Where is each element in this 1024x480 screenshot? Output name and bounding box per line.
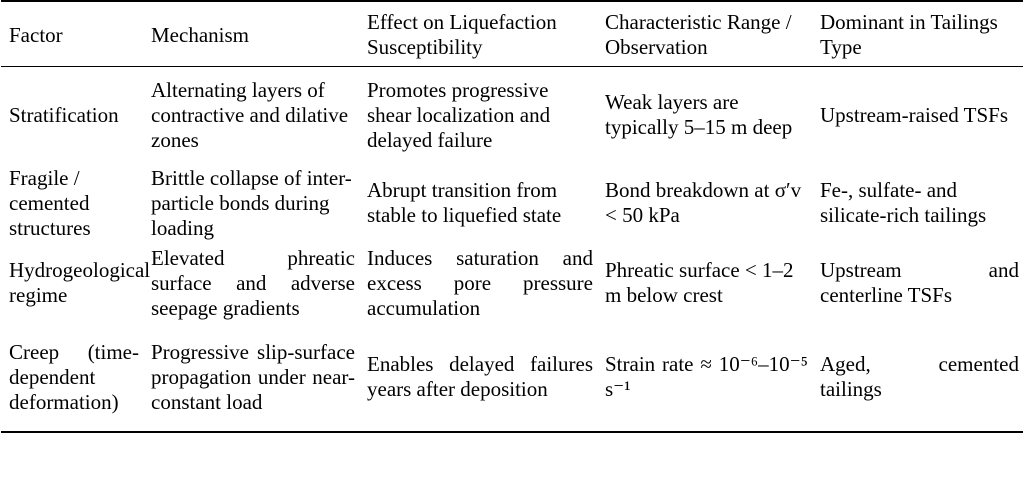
table-body (1, 67, 1023, 433)
cell-range: Phreatic surface < 1–2 m below crest (605, 258, 794, 307)
header-mechanism: Mechanism (151, 22, 249, 47)
cell-effect: Induces saturation and excess pore pressure accumulation (367, 245, 593, 320)
header-effect: Effect on Liquefaction Susceptibility (367, 10, 557, 59)
header-dominant: Dominant in Tailings Type (820, 10, 998, 59)
table-row (1, 67, 1023, 164)
header-range: Characteristic Range / Observation (605, 10, 792, 59)
cell-dominant: Aged, cemented tailings (820, 352, 1019, 401)
cell-factor: Creep (time-dependent deformation) (9, 339, 139, 414)
table-row (1, 243, 1023, 323)
cell-effect: Promotes progressive shear localization and delayed failure (367, 77, 551, 152)
table-header (1, 1, 1023, 67)
liquefaction-factors-table (1, 0, 1023, 433)
header-row (1, 1, 1023, 67)
cell-factor: Stratification (9, 102, 119, 127)
cell-effect: Enables delayed failures years after deposition (367, 352, 593, 401)
cell-mechanism: Elevated phreatic surface and adverse seepage gradients (151, 245, 355, 320)
cell-mechanism: Brittle collapse of inter-particle bonds during loading (151, 165, 352, 240)
cell-dominant: Fe-, sulfate- and silicate-rich tailings (820, 178, 987, 227)
cell-dominant: Upstream-raised TSFs (820, 102, 1009, 127)
header-factor: Factor (9, 22, 63, 47)
table-row (1, 163, 1023, 243)
cell-range: Weak layers are typically 5–15 m deep (605, 90, 793, 139)
cell-factor: Hydrogeological regime (9, 258, 151, 307)
cell-range: Bond breakdown at σ′v < 50 kPa (605, 178, 802, 227)
cell-mechanism: Alternating layers of contractive and dilative zones (151, 77, 349, 152)
cell-mechanism: Progressive slip-surface propagation under near-constant load (151, 339, 355, 414)
cell-factor: Fragile / cemented structures (9, 165, 91, 240)
cell-dominant: Upstream and centerline TSFs (820, 258, 1019, 307)
cell-effect: Abrupt transition from stable to liquefied state (367, 178, 562, 227)
table-row (1, 323, 1023, 432)
cell-range: Strain rate ≈ 10⁻⁶–10⁻⁵ s⁻¹ (605, 352, 808, 401)
